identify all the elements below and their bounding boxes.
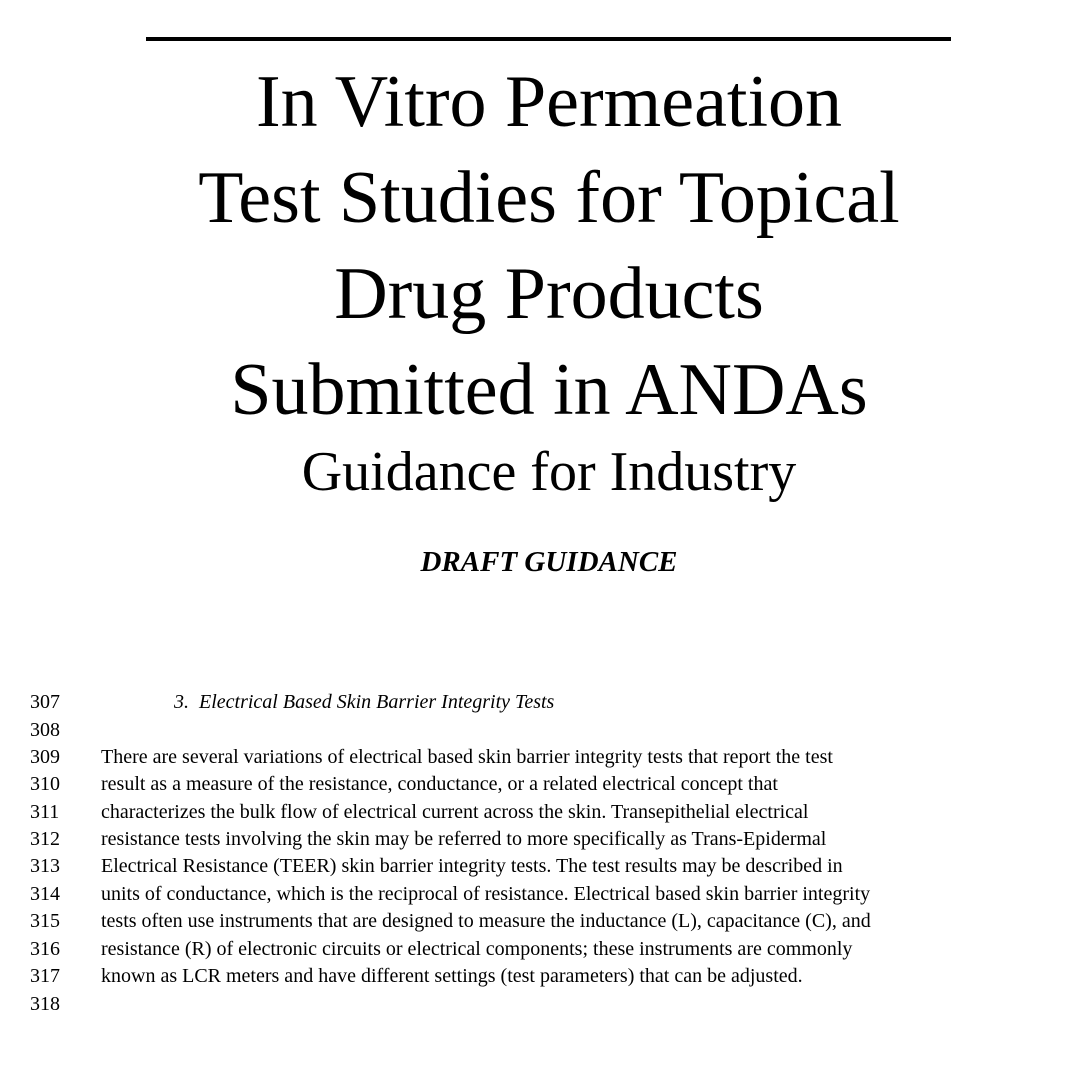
document-line [0, 716, 1080, 744]
line-text: result as a measure of the resistance, conductance, or a related electrical concept that [101, 773, 778, 795]
title-line: Drug Products [334, 253, 764, 335]
line-number: 314 [30, 883, 60, 905]
line-text: known as LCR meters and have different settings (test parameters) that can be adjusted. [101, 965, 803, 987]
title-line: Test Studies for Topical [198, 157, 900, 239]
document-line [0, 770, 1080, 798]
document-line [0, 990, 1080, 1018]
section-heading-line [0, 688, 1080, 716]
document-subtitle: Guidance for Industry [301, 441, 797, 503]
line-number: 309 [30, 746, 60, 768]
line-number: 308 [30, 719, 60, 741]
line-number: 307 [30, 691, 60, 713]
section-heading: 3. Electrical Based Skin Barrier Integrity Tests [174, 691, 555, 713]
line-text: There are several variations of electrical based skin barrier integrity tests that report the test [101, 746, 833, 768]
document-line [0, 825, 1080, 853]
draft-label: DRAFT GUIDANCE [420, 546, 678, 578]
document-line [0, 743, 1080, 771]
line-text: tests often use instruments that are designed to measure the inductance (L), capacitance (C), and [101, 910, 871, 932]
document-line [0, 852, 1080, 880]
line-text: resistance (R) of electronic circuits or electrical components; these instruments are commonly [101, 938, 853, 960]
title-line: In Vitro Permeation [255, 61, 843, 143]
line-text: units of conductance, which is the reciprocal of resistance. Electrical based skin barrier integrity [101, 883, 871, 905]
document-line [0, 907, 1080, 935]
line-number: 312 [30, 828, 60, 850]
line-number: 313 [30, 855, 60, 877]
document-line [0, 935, 1080, 963]
line-number: 315 [30, 910, 60, 932]
top-rule [146, 37, 951, 41]
line-number: 310 [30, 773, 60, 795]
line-text: resistance tests involving the skin may be referred to more specifically as Trans-Epidermal [101, 828, 827, 850]
line-text: characterizes the bulk flow of electrical current across the skin. Transepithelial electrical [101, 801, 809, 823]
title-line: Submitted in ANDAs [230, 349, 868, 431]
line-number: 316 [30, 938, 60, 960]
document-title [0, 54, 1080, 502]
line-number: 318 [30, 993, 60, 1015]
document-line [0, 798, 1080, 826]
document-line [0, 880, 1080, 908]
line-number: 311 [30, 801, 60, 823]
line-number: 317 [30, 965, 60, 987]
line-text: Electrical Resistance (TEER) skin barrier integrity tests. The test results may be described in [101, 855, 843, 877]
document-line [0, 962, 1080, 990]
